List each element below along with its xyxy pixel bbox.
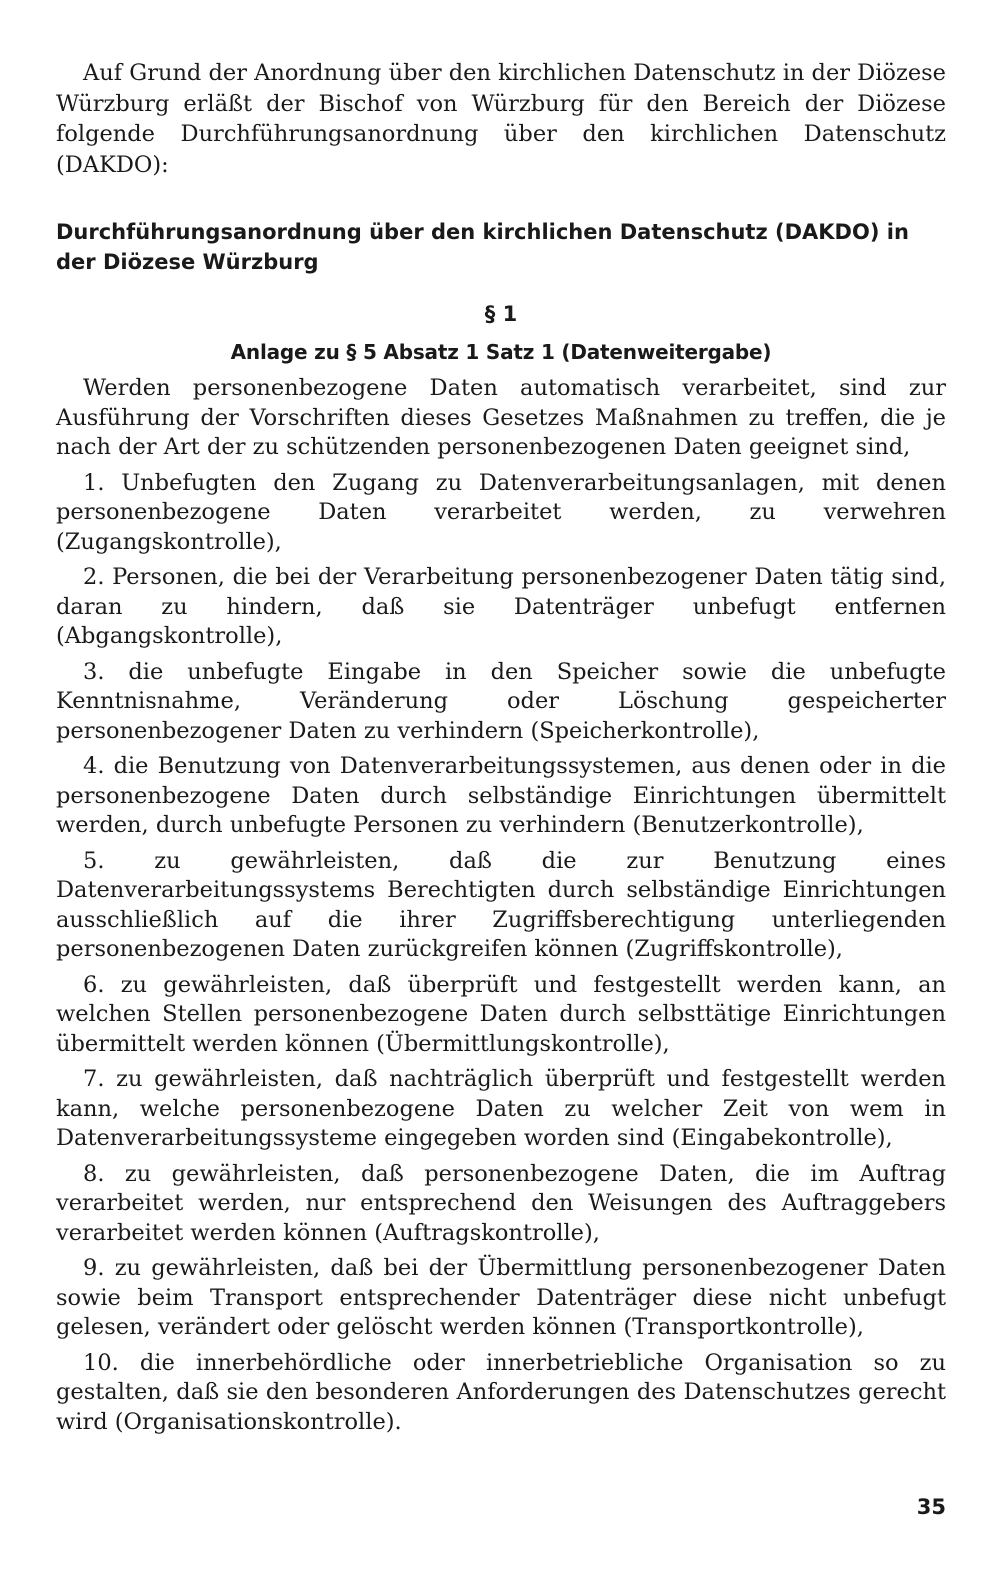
list-item: 7. zu gewährleisten, daß nachträglich überprüft und festgestellt werden kann, welche personenbezogene Daten zu welcher Zeit von wem in Datenverarbeitungssysteme eingegeben worden sind (Eingabekontrolle),	[56, 1066, 946, 1151]
page-number: 35	[916, 1495, 946, 1519]
list-item: 9. zu gewährleisten, daß bei der Übermittlung personenbezogener Daten sowie beim Transport entsprechender Datenträger diese nicht unbefugt gelesen, verändert oder gelöscht werden können (Transportkontrolle),	[56, 1255, 946, 1340]
list-item: 5. zu gewährleisten, daß die zur Benutzung eines Datenverarbeitungssystems Berechtigten durch selbständige Einrichtungen ausschließlich auf die ihrer Zugriffsberechtigung unterliegenden personenbezogenen Daten zurückgreifen können (Zugriffskontrolle),	[56, 847, 946, 962]
control-measures-list	[56, 469, 946, 1438]
section-heading: Anlage zu § 5 Absatz 1 Satz 1 (Datenweitergabe)	[230, 340, 772, 364]
list-item: 10. die innerbehördliche oder innerbetriebliche Organisation so zu gestalten, daß sie den besonderen Anforderungen des Datenschutzes gerecht wird (Organisationskontrolle).	[56, 1349, 946, 1435]
document-title: Durchführungsanordnung über den kirchlichen Datenschutz (DAKDO) in der Diözese Würzburg	[56, 220, 909, 274]
document-page	[56, 58, 946, 1437]
list-item: 2. Personen, die bei der Verarbeitung personenbezogener Daten tätig sind, daran zu hindern, daß sie Datenträger unbefugt entfernen (Abgangskontrolle),	[56, 564, 946, 649]
list-item: 6. zu gewährleisten, daß überprüft und festgestellt werden kann, an welchen Stellen personenbezogene Daten durch selbsttätige Einrichtungen übermittelt werden können (Übermittlungskontrolle),	[56, 971, 946, 1057]
list-item: 3. die unbefugte Eingabe in den Speicher sowie die unbefugte Kenntnisnahme, Veränderung oder Löschung gespeicherter personenbezogener Daten zu verhindern (Speicherkontrolle),	[56, 658, 946, 744]
list-item: 8. zu gewährleisten, daß personenbezogene Daten, die im Auftrag verarbeitet werden, nur entsprechend den Weisungen des Auftraggebers verarbeitet werden können (Auftragskontrolle),	[56, 1160, 946, 1246]
list-item: 4. die Benutzung von Datenverarbeitungssystemen, aus denen oder in die personenbezogene Daten durch selbständige Einrichtungen übermittelt werden, durch unbefugte Personen zu verhindern (Benutzerkontrolle),	[56, 753, 946, 838]
intro-paragraph: Auf Grund der Anordnung über den kirchlichen Datenschutz in der Diözese Würzburg erläßt der Bischof von Würzburg für den Bereich der Diözese folgende Durchführungsanordnung über den kirchlichen Datenschutz (DAKDO):	[56, 60, 946, 178]
section-number: § 1	[484, 302, 518, 326]
list-item: 1. Unbefugten den Zugang zu Datenverarbeitungsanlagen, mit denen personenbezogene Daten verarbeitet werden, zu verwehren (Zugangskontrolle),	[56, 469, 946, 555]
section-body: Werden personenbezogene Daten automatisch verarbeitet, sind zur Ausführung der Vorschriften dieses Gesetzes Maßnahmen zu treffen, die je nach der Art der zu schützenden personenbezogenen Daten geeignet sind,	[56, 375, 946, 460]
